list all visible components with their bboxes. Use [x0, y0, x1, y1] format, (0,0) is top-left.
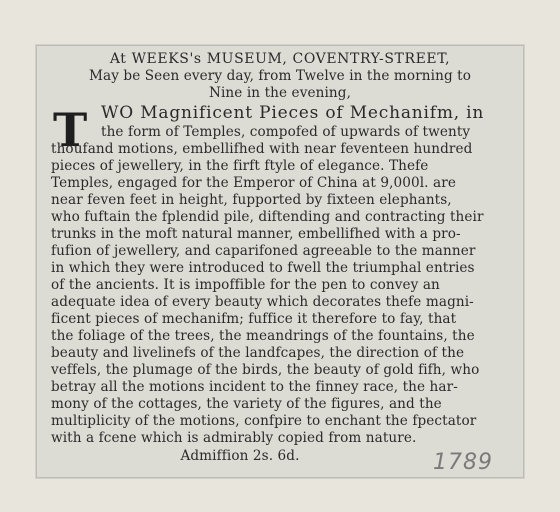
- body-line-5: Temples, engaged for the Emperor of China at 9,000l. are: [51, 175, 456, 191]
- dropcap-letter: T: [53, 103, 88, 157]
- body-line-13: ficent pieces of mechanifm; fuffice it therefore to fay, that: [51, 311, 457, 327]
- body-line-17: betray all the motions incident to the finney race, the har-: [51, 379, 458, 395]
- body-line-20: with a fcene which is admirably copied from nature.: [51, 430, 417, 446]
- admission-price: Admiffion 2s. 6d.: [180, 448, 300, 464]
- body-line-2: the form of Temples, compofed of upwards of twenty: [101, 124, 471, 140]
- body-line-6: near feven feet in height, fupported by fixteen elephants,: [51, 192, 452, 208]
- body-line-15: beauty and livelinefs of the landfcapes, the direction of the: [51, 345, 465, 361]
- body-line-3: thoufand motions, embellifhed with near feventeen hundred: [51, 141, 473, 157]
- body-line-8: trunks in the moft natural manner, embellifhed with a pro-: [51, 226, 461, 242]
- body-line-18: mony of the cottages, the variety of the figures, and the: [51, 396, 442, 412]
- body-line-1: WO Magnificent Pieces of Mechanifm, in: [101, 103, 485, 123]
- body-line-14: the foliage of the trees, the meandrings of the fountains, the: [51, 328, 475, 344]
- body-line-12: adequate idea of every beauty which decorates thefe magni-: [51, 294, 474, 310]
- body-line-7: who fuftain the fplendid pile, diftending and contracting their: [51, 209, 484, 225]
- header-hours-cont: Nine in the evening,: [208, 85, 352, 101]
- body-line-11: of the ancients. It is impoffible for the pen to convey an: [51, 277, 440, 293]
- header-museum: At WEEKS's MUSEUM, COVENTRY-STREET,: [109, 51, 451, 67]
- newspaper-clipping: [36, 45, 524, 478]
- body-line-4: pieces of jewellery, in the firft ftyle of elegance. Thefe: [51, 158, 429, 174]
- handwritten-year: 1789: [433, 450, 493, 475]
- header-hours: May be Seen every day, from Twelve in the morning to: [88, 68, 472, 84]
- body-line-9: fufion of jewellery, and caparifoned agreeable to the manner: [51, 243, 476, 259]
- body-line-16: veffels, the plumage of the birds, the beauty of gold fifh, who: [51, 362, 480, 378]
- body-line-10: in which they were introduced to fwell the triumphal entries: [51, 260, 475, 276]
- body-line-19: multiplicity of the motions, confpire to enchant the fpectator: [51, 413, 477, 429]
